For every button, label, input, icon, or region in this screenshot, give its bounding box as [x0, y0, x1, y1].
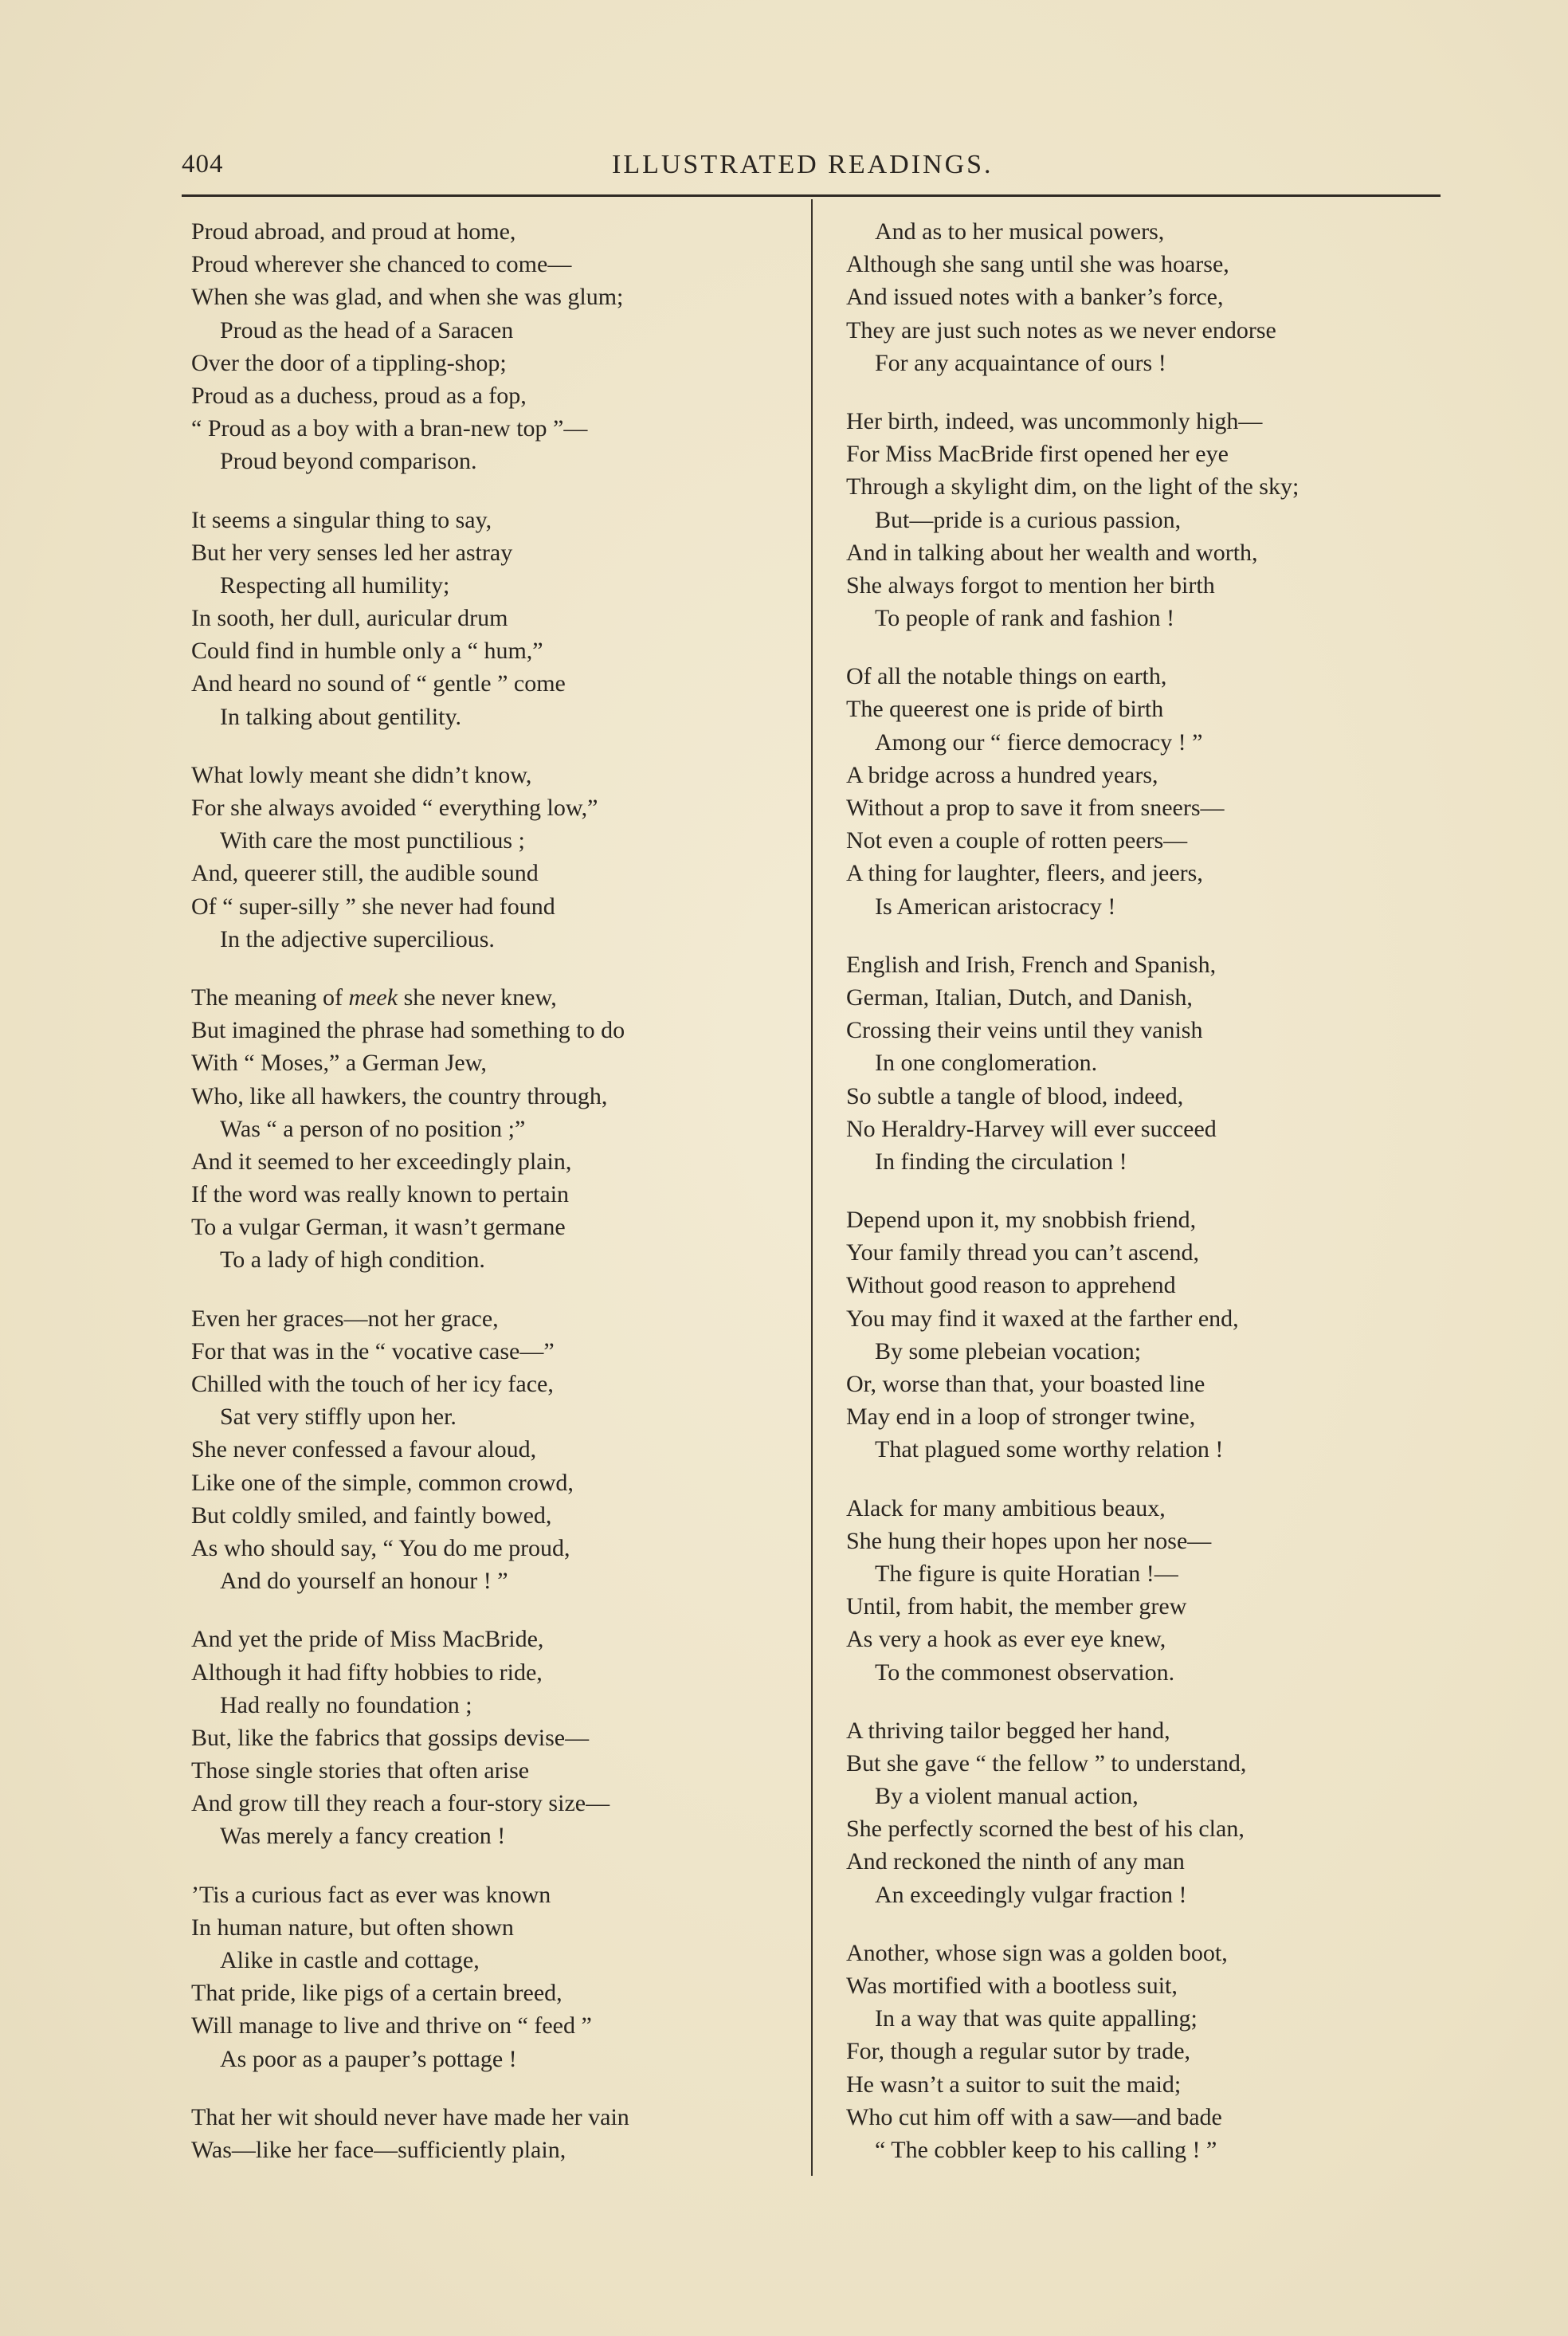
verse-text: Was—like her face—sufficiently plain,	[191, 2136, 566, 2163]
verse-text: For Miss MacBride first opened her eye	[846, 441, 1229, 468]
verse-text: Proud beyond comparison.	[220, 448, 477, 475]
verse-line	[191, 569, 797, 602]
verse-text: Among our “ fierce democracy ! ”	[875, 728, 1203, 756]
verse-line	[191, 1211, 797, 1243]
verse-line	[191, 1400, 797, 1433]
verse-line	[846, 281, 1452, 313]
verse-line	[191, 1911, 797, 1944]
verse-text: And, queerer still, the audible sound	[191, 860, 539, 887]
verse-line	[846, 602, 1452, 634]
verse-line	[846, 2101, 1452, 2134]
verse-text: Not even a couple of rotten peers—	[846, 827, 1188, 854]
verse-text: An exceedingly vulgar fraction !	[875, 1881, 1187, 1908]
verse-line	[191, 1113, 797, 1145]
verse-text: With care the most punctilious ;	[220, 827, 525, 854]
verse-text-rest: she never knew,	[398, 983, 557, 1011]
verse-text: With “ Moses,” a German Jew,	[191, 1050, 487, 1077]
verse-line	[191, 1466, 797, 1499]
verse-text: As poor as a pauper’s pottage !	[220, 2045, 517, 2072]
stanza	[846, 660, 1452, 923]
verse-text: To the commonest observation.	[875, 1659, 1175, 1686]
verse-line	[191, 701, 797, 733]
verse-line	[846, 347, 1452, 379]
verse-line	[191, 824, 797, 857]
verse-text: Who cut him off with a saw—and bade	[846, 2103, 1222, 2130]
verse-line	[191, 2009, 797, 2042]
verse-text: Without good reason to apprehend	[846, 1272, 1176, 1299]
verse-text: But imagined the phrase had something to do	[191, 1017, 625, 1044]
verse-text: Or, worse than that, your boasted line	[846, 1371, 1205, 1397]
verse-text: What lowly meant she didn’t know,	[191, 761, 532, 788]
verse-line	[191, 890, 797, 923]
verse-text: To a lady of high condition.	[220, 1247, 485, 1274]
verse-line	[846, 1145, 1452, 1178]
verse-line	[846, 405, 1452, 438]
verse-line	[846, 1236, 1452, 1269]
verse-text: Proud as a duchess, proud as a fop,	[191, 382, 527, 409]
verse-text: She perfectly scorned the best of his clan,	[846, 1816, 1245, 1843]
verse-text: Although she sang until she was hoarse,	[846, 251, 1229, 278]
verse-line	[846, 693, 1452, 725]
verse-text: By some plebeian vocation;	[875, 1337, 1142, 1364]
verse-line	[846, 1623, 1452, 1655]
verse-text: A thing for laughter, fleers, and jeers,	[846, 860, 1203, 887]
stanza	[191, 504, 797, 733]
verse-text: To a vulgar German, it wasn’t germane	[191, 1214, 566, 1241]
verse-line	[846, 1590, 1452, 1623]
verse-line	[191, 2134, 797, 2166]
verse-line	[191, 412, 797, 445]
verse-line	[846, 759, 1452, 791]
verse-text: And in talking about her wealth and worth,	[846, 539, 1258, 566]
verse-line	[846, 1046, 1452, 1079]
verse-text: And heard no sound of “ gentle ” come	[191, 670, 566, 697]
verse-line	[191, 1879, 797, 1911]
stanza	[191, 2101, 797, 2166]
verse-line	[191, 791, 797, 824]
verse-line	[191, 1243, 797, 1276]
verse-text: No Heraldry-Harvey will ever succeed	[846, 1115, 1217, 1142]
verse-line	[846, 1080, 1452, 1113]
verse-line	[846, 1433, 1452, 1466]
verse-line	[191, 1302, 797, 1335]
verse-text: And it seemed to her exceedingly plain,	[191, 1148, 572, 1175]
verse-line	[846, 2035, 1452, 2067]
verse-text: When she was glad, and when she was glum;	[191, 284, 624, 311]
verse-line	[846, 857, 1452, 889]
verse-text: Depend upon it, my snobbish friend,	[846, 1207, 1197, 1234]
verse-line	[191, 1565, 797, 1597]
verse-text: And issued notes with a banker’s force,	[846, 284, 1224, 311]
verse-line	[191, 1820, 797, 1852]
verse-text: Another, whose sign was a golden boot,	[846, 1939, 1228, 1966]
verse-line	[191, 1014, 797, 1046]
verse-text: Like one of the simple, common crowd,	[191, 1469, 574, 1496]
verse-text: So subtle a tangle of blood, indeed,	[846, 1082, 1184, 1109]
verse-text: Alack for many ambitious beaux,	[846, 1494, 1166, 1521]
verse-line	[846, 569, 1452, 602]
verse-text: Respecting all humility;	[220, 571, 450, 599]
verse-text: Over the door of a tippling-shop;	[191, 349, 507, 376]
verse-text: But—pride is a curious passion,	[875, 506, 1182, 533]
verse-line	[191, 857, 797, 889]
verse-text: Proud as the head of a Saracen	[220, 316, 514, 344]
verse-text: As who should say, “ You do me proud,	[191, 1534, 570, 1561]
verse-line	[846, 536, 1452, 569]
verse-line	[191, 634, 797, 667]
verse-text: A bridge across a hundred years,	[846, 761, 1158, 788]
verse-text: Those single stories that often arise	[191, 1757, 530, 1784]
verse-text: German, Italian, Dutch, and Danish,	[846, 983, 1193, 1011]
verse-text: English and Irish, French and Spanish,	[846, 951, 1217, 978]
verse-line	[191, 536, 797, 569]
column-divider	[811, 199, 813, 2176]
stanza	[191, 215, 797, 478]
stanza	[191, 1623, 797, 1852]
verse-text: In human nature, but often shown	[191, 1914, 514, 1941]
verse-line	[846, 2068, 1452, 2101]
verse-line	[846, 1656, 1452, 1689]
verse-text: Is American aristocracy !	[875, 893, 1116, 920]
verse-line	[846, 314, 1452, 347]
verse-text: That plagued some worthy relation !	[875, 1436, 1224, 1463]
verse-line	[191, 379, 797, 412]
verse-line	[191, 2043, 797, 2075]
verse-line	[846, 1525, 1452, 1557]
verse-text: But coldly smiled, and faintly bowed,	[191, 1502, 552, 1529]
verse-text: Could find in humble only a “ hum,”	[191, 638, 543, 665]
verse-line	[846, 248, 1452, 281]
verse-text: Had really no foundation ;	[220, 1691, 472, 1718]
verse-text: Proud abroad, and proud at home,	[191, 218, 516, 245]
verse-text: “ Proud as a boy with a bran-new top ”—	[191, 415, 588, 442]
verse-text: To people of rank and fashion !	[875, 605, 1175, 632]
verse-line	[191, 1368, 797, 1400]
verse-text: Was “ a person of no position ;”	[220, 1115, 526, 1142]
verse-text: The figure is quite Horatian !—	[875, 1560, 1178, 1587]
verse-text: And grow till they reach a four-story size—	[191, 1790, 610, 1817]
verse-line	[191, 215, 797, 248]
stanza	[846, 405, 1452, 634]
verse-text: Alike in castle and cottage,	[220, 1947, 480, 1973]
stanza	[191, 981, 797, 1277]
verse-line	[191, 1623, 797, 1655]
verse-text: But her very senses led her astray	[191, 539, 513, 566]
verse-line	[846, 1014, 1452, 1046]
verse-line	[191, 1433, 797, 1466]
verse-text: Sat very stiffly upon her.	[220, 1404, 457, 1431]
verse-line	[846, 1845, 1452, 1878]
verse-line	[846, 1302, 1452, 1335]
verse-line	[191, 1722, 797, 1754]
page-header	[182, 150, 1441, 188]
verse-line	[191, 504, 797, 536]
verse-line	[191, 347, 797, 379]
verse-line	[846, 824, 1452, 857]
verse-text: And reckoned the ninth of any man	[846, 1848, 1185, 1875]
verse-line	[846, 470, 1452, 503]
verse-text: He wasn’t a suitor to suit the maid;	[846, 2071, 1182, 2098]
verse-line	[191, 2101, 797, 2134]
verse-line	[191, 1335, 797, 1368]
verse-text: The meaning of	[191, 983, 349, 1011]
verse-text: In one conglomeration.	[875, 1050, 1098, 1077]
verse-text: Of “ super-silly ” she never had found	[191, 893, 555, 920]
verse-line	[191, 1080, 797, 1113]
verse-text: Crossing their veins until they vanish	[846, 1017, 1203, 1044]
verse-line	[846, 438, 1452, 470]
stanza	[191, 1302, 797, 1598]
stanza	[846, 1937, 1452, 2166]
header-rule	[182, 194, 1441, 197]
verse-line	[846, 1969, 1452, 2002]
verse-line	[846, 1937, 1452, 1969]
verse-line	[846, 1492, 1452, 1525]
verse-text: That her wit should never have made her vain	[191, 2103, 629, 2130]
verse-text: She hung their hopes upon her nose—	[846, 1527, 1212, 1554]
verse-text: And as to her musical powers,	[875, 218, 1165, 245]
verse-line	[846, 890, 1452, 923]
running-title: ILLUSTRATED READINGS.	[612, 150, 994, 179]
verse-text: Her birth, indeed, was uncommonly high—	[846, 407, 1263, 434]
verse-text: Although it had fifty hobbies to ride,	[191, 1659, 543, 1686]
verse-emphasis: meek	[348, 983, 398, 1011]
verse-text: Until, from habit, the member grew	[846, 1593, 1187, 1620]
verse-text: By a violent manual action,	[875, 1783, 1139, 1810]
verse-text: It seems a singular thing to say,	[191, 506, 492, 533]
verse-text: She never confessed a favour aloud,	[191, 1436, 537, 1463]
verse-line	[846, 1714, 1452, 1747]
verse-line	[191, 1944, 797, 1977]
verse-text: And yet the pride of Miss MacBride,	[191, 1626, 544, 1653]
verse-text: Will manage to live and thrive on “ feed ”	[191, 2012, 592, 2040]
verse-text: The queerest one is pride of birth	[846, 696, 1164, 723]
verse-line	[191, 1145, 797, 1178]
left-column	[191, 215, 797, 2192]
verse-text: Through a skylight dim, on the light of the sky;	[846, 473, 1299, 501]
verse-line	[846, 1203, 1452, 1236]
verse-text: In a way that was quite appalling;	[875, 2005, 1198, 2032]
verse-text: Proud wherever she chanced to come—	[191, 251, 572, 278]
verse-line	[191, 1689, 797, 1722]
verse-text: Of all the notable things on earth,	[846, 663, 1167, 690]
verse-line	[846, 504, 1452, 536]
verse-text: For any acquaintance of ours !	[875, 349, 1166, 376]
verse-line	[191, 1499, 797, 1532]
verse-line	[191, 602, 797, 634]
verse-line	[846, 1113, 1452, 1145]
verse-line	[846, 1269, 1452, 1301]
verse-text: In talking about gentility.	[220, 703, 462, 730]
verse-text: If the word was really known to pertain	[191, 1181, 570, 1208]
verse-line	[846, 948, 1452, 981]
verse-line	[846, 1400, 1452, 1433]
verse-text: But she gave “ the fellow ” to understand,	[846, 1749, 1247, 1777]
verse-line	[846, 1335, 1452, 1368]
verse-line	[191, 981, 797, 1014]
stanza	[846, 1714, 1452, 1911]
page-number: 404	[182, 150, 224, 179]
verse-line	[191, 667, 797, 700]
verse-line	[191, 1754, 797, 1787]
verse-text: Chilled with the touch of her icy face,	[191, 1371, 554, 1397]
verse-text: Even her graces—not her grace,	[191, 1305, 499, 1332]
verse-line	[191, 1532, 797, 1565]
verse-line	[846, 726, 1452, 759]
verse-text: Was mortified with a bootless suit,	[846, 1973, 1178, 1999]
verse-text: “ The cobbler keep to his calling ! ”	[875, 2136, 1217, 2163]
stanza	[191, 759, 797, 956]
verse-line	[846, 981, 1452, 1014]
stanza	[191, 1879, 797, 2075]
verse-text: In the adjective supercilious.	[220, 925, 495, 952]
verse-line	[846, 215, 1452, 248]
verse-line	[846, 2002, 1452, 2035]
right-column	[846, 215, 1452, 2192]
verse-text: She always forgot to mention her birth	[846, 571, 1215, 599]
verse-text: A thriving tailor begged her hand,	[846, 1717, 1170, 1744]
verse-line	[191, 445, 797, 477]
verse-line	[191, 1178, 797, 1211]
verse-line	[191, 1046, 797, 1079]
verse-text: For, though a regular sutor by trade,	[846, 2038, 1191, 2065]
verse-text: Without a prop to save it from sneers—	[846, 795, 1225, 821]
verse-text: You may find it waxed at the farther end,	[846, 1305, 1239, 1332]
verse-text: ’Tis a curious fact as ever was known	[191, 1881, 551, 1908]
verse-text: And do yourself an honour ! ”	[220, 1568, 508, 1595]
verse-line	[846, 1368, 1452, 1400]
verse-line	[846, 1812, 1452, 1845]
verse-line	[191, 248, 797, 281]
verse-line	[191, 314, 797, 347]
verse-text: But, like the fabrics that gossips devise—	[191, 1724, 590, 1751]
verse-text: Was merely a fancy creation !	[220, 1823, 506, 1850]
verse-line	[846, 1747, 1452, 1780]
stanza	[846, 215, 1452, 379]
verse-line	[846, 1557, 1452, 1590]
verse-line	[846, 791, 1452, 824]
verse-text: In finding the circulation !	[875, 1148, 1127, 1175]
stanza	[846, 1203, 1452, 1466]
verse-line	[191, 281, 797, 313]
stanza	[846, 1492, 1452, 1689]
verse-text: In sooth, her dull, auricular drum	[191, 605, 508, 632]
verse-line	[191, 1787, 797, 1820]
verse-text: Who, like all hawkers, the country through,	[191, 1082, 608, 1109]
verse-text: May end in a loop of stronger twine,	[846, 1404, 1196, 1431]
verse-line	[191, 759, 797, 791]
verse-line	[191, 923, 797, 956]
verse-text: They are just such notes as we never endorse	[846, 316, 1276, 344]
verse-text: For that was in the “ vocative case—”	[191, 1337, 555, 1364]
verse-text: Your family thread you can’t ascend,	[846, 1239, 1199, 1266]
stanza	[846, 948, 1452, 1178]
verse-line	[846, 660, 1452, 693]
verse-line	[846, 1879, 1452, 1911]
verse-text: That pride, like pigs of a certain breed,	[191, 1980, 563, 2007]
verse-line	[191, 1656, 797, 1689]
verse-text: As very a hook as ever eye knew,	[846, 1626, 1166, 1653]
verse-line	[846, 2134, 1452, 2166]
verse-line	[191, 1977, 797, 2009]
verse-line	[846, 1780, 1452, 1812]
verse-text: For she always avoided “ everything low,”	[191, 795, 598, 821]
